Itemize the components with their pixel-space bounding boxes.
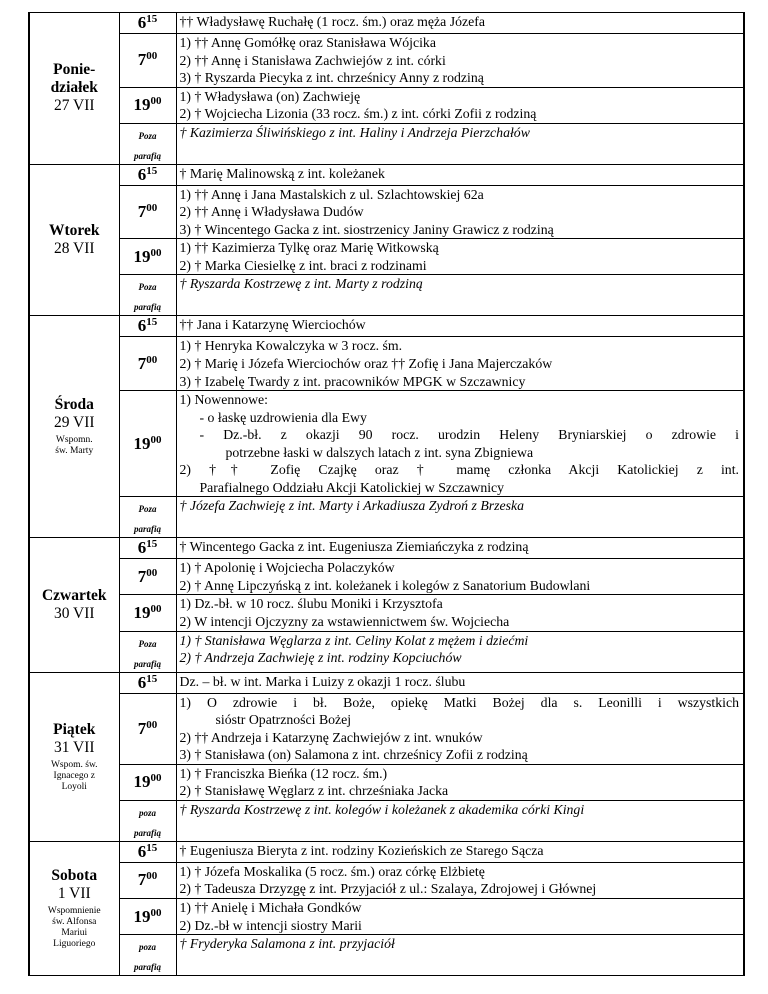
feast-note: Wspom. św. Ignacego z Loyoli — [50, 759, 98, 792]
mass-time — [119, 559, 176, 595]
intention-line: - o łaskę uzdrowienia dla Ewy — [199, 409, 367, 425]
intention-line: 2) † Marię i Józefa Wierciochów oraz †† Zofię i Jana Majerczaków — [179, 356, 553, 372]
mass-time — [119, 538, 176, 559]
intention-line: Parafialnego Oddziału Akcji Katolickiej w Szczawnicy — [199, 479, 505, 495]
schedule-row — [29, 391, 744, 497]
intention-line: 3) † Ryszarda Piecyka z int. chrześnicy Anny z rodziną — [179, 70, 484, 86]
feast-note: Wspomnienie św. Alfonsa Mariui Liguoriego — [47, 905, 101, 949]
mass-time — [119, 164, 176, 185]
mass-minutes: 15 — [146, 164, 158, 177]
mass-hour: 6 — [137, 841, 147, 861]
intention-line: 3) † Wincentego Gacka z int. siostrzenicy Janiny Grawicz z rodziną — [179, 221, 554, 237]
intention-line: 2) † Tadeusza Drzyzgę z int. Przyjaciół z ul.: Szalaya, Zdrojowej i Głównej — [179, 881, 597, 897]
day-cell — [29, 841, 119, 975]
mass-time — [119, 595, 176, 631]
outside-parish-text: Poza parafią — [134, 130, 161, 161]
mass-hour: 7 — [137, 353, 147, 373]
schedule-row — [29, 841, 744, 862]
mass-minutes: 00 — [146, 202, 158, 215]
intention-line: 1) † Apolonię i Wojciecha Polaczyków — [179, 560, 395, 576]
mass-minutes: 15 — [146, 841, 158, 854]
mass-minutes: 00 — [146, 718, 158, 731]
day-date: 30 VII — [53, 604, 95, 622]
intention-line: 2) †† Annę i Stanisława Zachwiejów z int. córki — [179, 52, 446, 68]
mass-time — [119, 316, 176, 337]
mass-minutes: 00 — [150, 906, 162, 919]
day-name: Środa — [54, 396, 94, 414]
mass-time — [119, 391, 176, 497]
intention-line: 2) †† Zofię Czajkę oraz † mamę członka Akcji Katolickiej z int. — [179, 462, 739, 478]
intentions-cell — [176, 538, 744, 559]
mass-time — [119, 862, 176, 898]
intentions-cell — [176, 275, 744, 316]
mass-intentions-table — [28, 12, 745, 976]
day-date: 1 VII — [57, 884, 91, 902]
schedule-row — [29, 898, 744, 934]
intention-line: 2) † Annę Lipczyńską z int. koleżanek i kolegów z Sanatorium Budowlani — [179, 577, 591, 593]
intention-line: † Józefa Zachwieję z int. Marty i Arkadiusza Zydroń z Brzeska — [179, 498, 525, 514]
intentions-cell — [176, 123, 744, 164]
intention-line: 3) † Izabelę Twardy z int. pracowników MPGK w Szczawnicy — [179, 373, 526, 389]
intention-line: - Dz.-bł. z okazji 90 rocz. urodzin Heleny Bryniarskiej o zdrowie i — [199, 427, 739, 443]
day-name: Sobota — [51, 866, 98, 884]
intentions-cell — [176, 239, 744, 275]
intention-line: 2) † Andrzeja Zachwieję z int. rodziny Kopciuchów — [179, 650, 462, 666]
intention-line: 1) Dz.-bł. w 10 rocz. ślubu Moniki i Krzysztofa — [179, 596, 443, 612]
intentions-cell — [176, 185, 744, 239]
mass-hour: 19 — [133, 433, 151, 453]
intentions-cell — [176, 841, 744, 862]
mass-hour: 7 — [137, 566, 147, 586]
mass-time — [119, 693, 176, 764]
outside-parish-label — [119, 275, 176, 316]
intention-line: 1) Nowennowe: — [179, 392, 269, 408]
schedule-row — [29, 316, 744, 337]
day-date: 28 VII — [53, 240, 95, 258]
schedule-row — [29, 275, 744, 316]
schedule-row — [29, 672, 744, 693]
intention-line: 1) † Henryka Kowalczyka w 3 rocz. śm. — [179, 338, 403, 354]
intention-line: sióstr Opatrzności Bożej — [215, 712, 352, 728]
intentions-cell — [176, 862, 744, 898]
schedule-row — [29, 595, 744, 631]
intentions-cell — [176, 595, 744, 631]
mass-time — [119, 13, 176, 34]
intention-line: 3) † Stanisława (on) Salamona z int. chrześnicy Zofii z rodziną — [179, 747, 528, 763]
schedule-row — [29, 164, 744, 185]
mass-time — [119, 764, 176, 800]
schedule-row — [29, 862, 744, 898]
mass-hour: 6 — [137, 538, 147, 558]
schedule-row — [29, 764, 744, 800]
intention-line: 2) † Marka Ciesielkę z int. braci z rodzinami — [179, 257, 427, 273]
schedule-row — [29, 337, 744, 391]
intentions-cell — [176, 337, 744, 391]
mass-time — [119, 34, 176, 88]
schedule-row — [29, 34, 744, 88]
schedule-row — [29, 87, 744, 123]
intention-line: 2) † Wojciecha Lizonia (33 rocz. śm.) z int. córki Zofii z rodziną — [179, 106, 537, 122]
schedule-row — [29, 800, 744, 841]
intentions-cell — [176, 34, 744, 88]
mass-minutes: 00 — [150, 95, 162, 108]
feast-note: Wspomn. św. Marty — [55, 435, 94, 457]
intention-line: † Ryszarda Kostrzewę z int. Marty z rodziną — [179, 276, 423, 292]
intentions-cell — [176, 800, 744, 841]
intentions-cell — [176, 935, 744, 976]
intention-line: 1) † Władysława (on) Zachwieję — [179, 88, 361, 104]
mass-minutes: 15 — [146, 13, 158, 25]
mass-minutes: 15 — [146, 316, 158, 329]
intention-line: 2) † Stanisławę Węglarz z int. chrześniaka Jacka — [179, 783, 449, 799]
intention-line: 1) † Józefa Moskalika (5 rocz. śm.) oraz córkę Elżbietę — [179, 863, 485, 879]
mass-time — [119, 337, 176, 391]
outside-parish-text: Poza parafią — [134, 638, 161, 669]
intentions-cell — [176, 693, 744, 764]
intentions-cell — [176, 631, 744, 672]
mass-minutes: 15 — [146, 672, 158, 685]
intentions-cell — [176, 764, 744, 800]
schedule-row — [29, 239, 744, 275]
schedule-row — [29, 631, 744, 672]
intention-line: 1) †† Kazimierza Tylkę oraz Marię Witkowską — [179, 240, 439, 256]
mass-hour: 7 — [137, 870, 147, 890]
day-cell — [29, 316, 119, 538]
schedule-row — [29, 538, 744, 559]
mass-hour: 7 — [137, 202, 147, 222]
mass-hour: 19 — [133, 246, 151, 266]
mass-hour: 19 — [133, 603, 151, 623]
outside-parish-label — [119, 497, 176, 538]
mass-time — [119, 185, 176, 239]
schedule-row — [29, 13, 744, 34]
mass-minutes: 15 — [146, 538, 158, 551]
intention-line: 1) † Stanisława Węglarza z int. Celiny Kolat z mężem i dziećmi — [179, 632, 529, 648]
mass-minutes: 00 — [146, 566, 158, 579]
mass-hour: 6 — [137, 13, 147, 32]
mass-hour: 6 — [137, 316, 147, 336]
outside-parish-label — [119, 631, 176, 672]
outside-parish-label — [119, 800, 176, 841]
outside-parish-text: poza parafią — [134, 942, 161, 973]
intention-line: 1) †† Annę i Jana Mastalskich z ul. Szlachtowskiej 62a — [179, 186, 484, 202]
day-cell — [29, 538, 119, 672]
intention-line: †† Jana i Katarzynę Wierciochów — [179, 317, 366, 333]
intention-line: †† Władysławę Ruchałę (1 rocz. śm.) oraz męża Józefa — [179, 14, 485, 29]
schedule-row — [29, 497, 744, 538]
mass-time — [119, 87, 176, 123]
intention-line: † Eugeniusza Bieryta z int. rodziny Kozieńskich ze Starego Sącza — [179, 842, 544, 858]
day-name: Ponie- działek — [50, 61, 98, 97]
schedule-row — [29, 693, 744, 764]
mass-hour: 19 — [133, 906, 151, 926]
day-date: 27 VII — [53, 97, 95, 115]
intentions-cell — [176, 164, 744, 185]
intention-line: † Kazimierza Śliwińskiego z int. Haliny i Andrzeja Pierzchałów — [179, 124, 530, 140]
day-name: Czwartek — [41, 586, 107, 604]
schedule-row — [29, 935, 744, 976]
intention-line: 2) W intencji Ojczyzny za wstawiennictwem św. Wojciecha — [179, 614, 510, 630]
mass-hour: 6 — [137, 672, 147, 692]
intentions-cell — [176, 316, 744, 337]
intentions-cell — [176, 87, 744, 123]
intention-line: 2) †† Andrzeja i Katarzynę Zachwiejów z int. wnuków — [179, 729, 483, 745]
outside-parish-text: Poza parafią — [134, 504, 161, 535]
intentions-cell — [176, 391, 744, 497]
intention-line: 1) †† Annę Gomółkę oraz Stanisława Wójcika — [179, 35, 436, 50]
intention-line: † Wincentego Gacka z int. Eugeniusza Ziemiańczyka z rodziną — [179, 539, 529, 555]
mass-hour: 19 — [133, 772, 151, 792]
intention-line: † Fryderyka Salamona z int. przyjaciół — [179, 936, 395, 952]
mass-minutes: 00 — [146, 353, 158, 366]
intention-line: Dz. – bł. w int. Marka i Luizy z okazji 1 rocz. ślubu — [179, 673, 466, 689]
intentions-cell — [176, 13, 744, 34]
mass-minutes: 00 — [150, 433, 162, 446]
intention-line: potrzebne łaski w dalszych latach z int. syna Zbigniewa — [225, 444, 534, 460]
mass-time — [119, 841, 176, 862]
mass-hour: 7 — [137, 50, 147, 70]
intention-line: 1) O zdrowie i bł. Boże, opiekę Matki Bożej dla s. Leonilli i wszystkich — [179, 694, 739, 710]
outside-parish-label — [119, 935, 176, 976]
outside-parish-text: Poza parafią — [134, 282, 161, 313]
mass-hour: 6 — [137, 164, 147, 184]
mass-hour: 19 — [133, 95, 151, 115]
intention-line: 1) † Franciszka Bieńka (12 rocz. śm.) — [179, 765, 388, 781]
schedule-row — [29, 559, 744, 595]
mass-hour: 7 — [137, 718, 147, 738]
intentions-cell — [176, 672, 744, 693]
intention-line: † Marię Malinowską z int. koleżanek — [179, 165, 385, 181]
day-cell — [29, 13, 119, 165]
day-name: Wtorek — [48, 222, 100, 240]
day-date: 31 VII — [53, 738, 95, 756]
mass-minutes: 00 — [146, 870, 158, 883]
mass-minutes: 00 — [150, 603, 162, 616]
mass-time — [119, 672, 176, 693]
schedule-row — [29, 123, 744, 164]
intention-line: 2) Dz.-bł w intencji siostry Marii — [179, 917, 362, 933]
intention-line: † Ryszarda Kostrzewę z int. kolegów i koleżanek z akademika córki Kingi — [179, 801, 585, 817]
mass-minutes: 00 — [150, 246, 162, 259]
mass-minutes: 00 — [150, 772, 162, 785]
outside-parish-text: poza parafią — [134, 807, 161, 838]
mass-time — [119, 239, 176, 275]
day-date: 29 VII — [53, 414, 95, 432]
mass-time — [119, 898, 176, 934]
mass-minutes: 00 — [146, 50, 158, 63]
intentions-cell — [176, 898, 744, 934]
day-name: Piątek — [53, 720, 96, 738]
intentions-cell — [176, 497, 744, 538]
intention-line: 1) †† Anielę i Michała Gondków — [179, 899, 362, 915]
intention-line: 2) †† Annę i Władysława Dudów — [179, 204, 364, 220]
schedule-row — [29, 185, 744, 239]
outside-parish-label — [119, 123, 176, 164]
day-cell — [29, 164, 119, 316]
intentions-cell — [176, 559, 744, 595]
day-cell — [29, 672, 119, 841]
